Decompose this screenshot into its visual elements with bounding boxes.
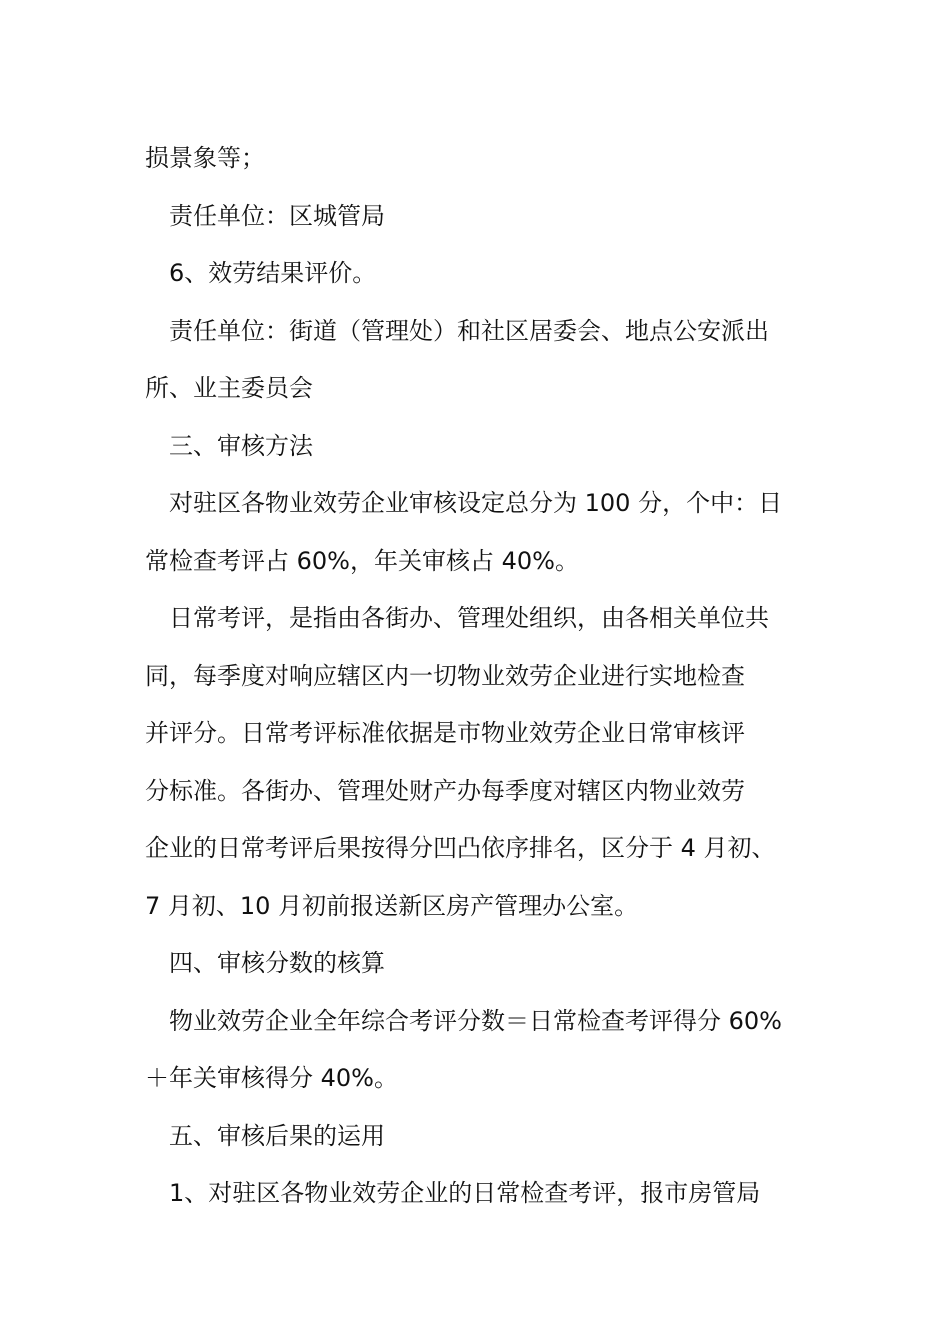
section-heading: 五、审核后果的运用 bbox=[169, 1121, 385, 1150]
text-line: 损景象等； bbox=[145, 144, 265, 172]
text-line: 物业效劳企业全年综合考评分数＝日常检查考评得分 60% bbox=[169, 1006, 782, 1035]
text-line: 同，每季度对响应辖区内一切物业效劳企业进行实地检查 bbox=[145, 661, 745, 690]
text-line: 并评分。日常考评标准依据是市物业效劳企业日常审核评 bbox=[145, 719, 745, 747]
text-line: 6、效劳结果评价。 bbox=[169, 259, 377, 287]
text-line: 分标准。各街办、管理处财产办每季度对辖区内物业效劳 bbox=[145, 776, 745, 805]
text-line: 对驻区各物业效劳企业审核设定总分为 100 分，个中：日 bbox=[169, 489, 783, 517]
text-line: 日常考评，是指由各街办、管理处组织，由各相关单位共 bbox=[169, 604, 769, 632]
text-line: 责任单位：区城管局 bbox=[169, 201, 385, 230]
text-line: 企业的日常考评后果按得分凹凸依序排名，区分于 4 月初、 bbox=[145, 834, 776, 862]
section-heading: 三、审核方法 bbox=[169, 431, 313, 460]
text-line: 7 月初、10 月初前报送新区房产管理办公室。 bbox=[145, 891, 639, 920]
section-heading: 四、审核分数的核算 bbox=[169, 949, 385, 977]
text-line: 1、对驻区各物业效劳企业的日常检查考评，报市房管局 bbox=[169, 1179, 761, 1207]
text-line: 责任单位：街道（管理处）和社区居委会、地点公安派出 bbox=[169, 316, 769, 345]
document-body bbox=[145, 130, 813, 1223]
text-line: 所、业主委员会 bbox=[145, 374, 313, 402]
text-line: 常检查考评占 60%，年关审核占 40%。 bbox=[145, 546, 579, 575]
text-line: ＋年关审核得分 40%。 bbox=[145, 1064, 398, 1092]
